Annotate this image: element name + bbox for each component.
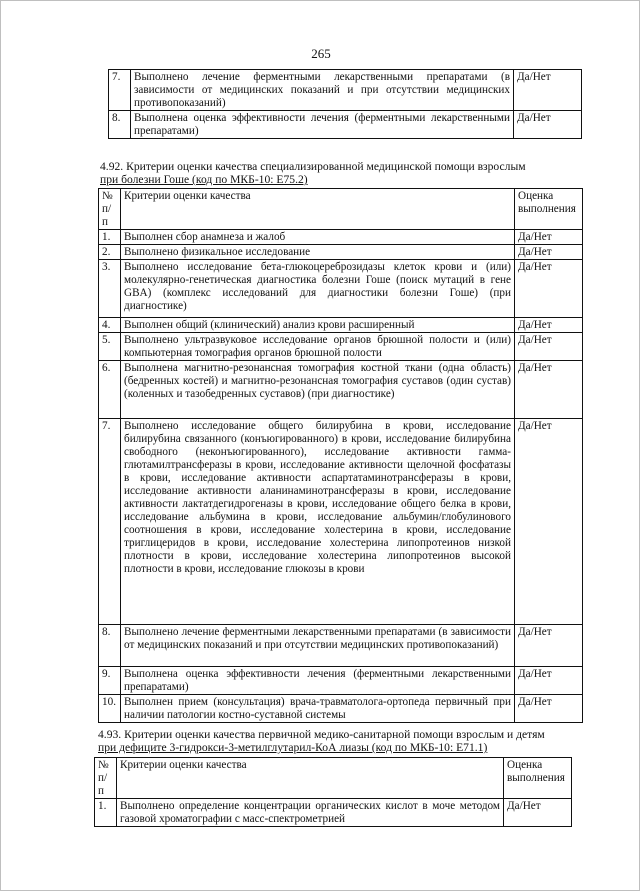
row-criterion: Выполнен прием (консультация) врача-травматолога-ортопеда первичный при наличии патологии костно-суставной системы [121, 695, 515, 723]
table-header-row [99, 189, 583, 230]
table-row [99, 230, 583, 245]
row-assessment: Да/Нет [515, 333, 583, 361]
table-row [99, 361, 583, 419]
section-title-4-93 [98, 728, 582, 754]
table-row [99, 245, 583, 260]
row-assessment: Да/Нет [515, 230, 583, 245]
row-number: 1. [99, 230, 121, 245]
row-assessment: Да/Нет [515, 695, 583, 723]
table-row [99, 667, 583, 695]
table-row [109, 111, 582, 139]
row-assessment: Да/Нет [515, 361, 583, 419]
header-assessment: Оценка выполнения [504, 758, 572, 799]
row-number: 2. [99, 245, 121, 260]
continued-criteria-table [108, 69, 582, 139]
row-criterion: Выполнено исследование бета-глюкоцереброзидазы клеток крови и (или) молекулярно-генетическая диагностика болезни Гоше (поиск мутаций в гене GBA) (комплекс исследований для диагностики болезни Гоше) (при диагностике) [121, 260, 515, 318]
table-row [109, 70, 582, 111]
table-row [99, 260, 583, 318]
section-title-4-92 [100, 160, 580, 186]
table-row [99, 695, 583, 723]
table-row [95, 799, 572, 827]
row-number: 5. [99, 333, 121, 361]
row-number: 7. [109, 70, 131, 111]
row-number: 9. [99, 667, 121, 695]
row-number: 8. [109, 111, 131, 139]
row-number: 6. [99, 361, 121, 419]
row-assessment: Да/Нет [515, 318, 583, 333]
section-title-line: 4.92. Критерии оценки качества специализированной медицинской помощи взрослым [100, 160, 526, 173]
table-row [99, 318, 583, 333]
header-assessment: Оценка выполнения [515, 189, 583, 230]
section-title-line: при болезни Гоше (код по МКБ-10: E75.2) [100, 173, 308, 186]
section-title-line: при дефиците 3-гидрокси-3-метилглутарил-КоА лиазы (код по МКБ-10: E71.1) [98, 741, 488, 754]
row-assessment: Да/Нет [515, 667, 583, 695]
header-criteria: Критерии оценки качества [121, 189, 515, 230]
row-criterion: Выполнено ультразвуковое исследование органов брюшной полости и (или) компьютерная томография органов брюшной полости [121, 333, 515, 361]
row-number: 3. [99, 260, 121, 318]
header-number: № п/п [95, 758, 117, 799]
row-criterion: Выполнена оценка эффективности лечения (ферментными лекарственными препаратами) [121, 667, 515, 695]
row-assessment: Да/Нет [515, 419, 583, 625]
row-number: 10. [99, 695, 121, 723]
table-header-row [95, 758, 572, 799]
table-row [99, 333, 583, 361]
table-row [99, 625, 583, 667]
row-assessment: Да/Нет [515, 625, 583, 667]
header-number: № п/п [99, 189, 121, 230]
header-criteria: Критерии оценки качества [117, 758, 504, 799]
criteria-table-4-92 [98, 188, 583, 723]
row-criterion: Выполнено определение концентрации органических кислот в моче методом газовой хроматографии с масс-спектрометрией [117, 799, 504, 827]
page-number: 265 [311, 46, 331, 61]
section-title-line: 4.93. Критерии оценки качества первичной медико-санитарной помощи взрослым и детям [98, 728, 545, 741]
row-number: 1. [95, 799, 117, 827]
row-assessment: Да/Нет [514, 111, 582, 139]
row-number: 7. [99, 419, 121, 625]
row-criterion: Выполнена оценка эффективности лечения (ферментными лекарственными препаратами) [131, 111, 514, 139]
row-criterion: Выполнено лечение ферментными лекарственными препаратами (в зависимости от медицинских показаний и при отсутствии медицинских противопоказаний) [131, 70, 514, 111]
row-criterion: Выполнен общий (клинический) анализ крови расширенный [121, 318, 515, 333]
row-assessment: Да/Нет [515, 245, 583, 260]
row-assessment: Да/Нет [515, 260, 583, 318]
row-criterion: Выполнено лечение ферментными лекарственными препаратами (в зависимости от медицинских показаний и при отсутствии медицинских противопоказаний) [121, 625, 515, 667]
row-criterion: Выполнено физикальное исследование [121, 245, 515, 260]
row-criterion: Выполнено исследование общего билирубина в крови, исследование билирубина связанного (конъюгированного) в крови, исследование билирубина свободного (неконъюгированного), исследование активности гамма-глютамилтрансферазы в крови, исследование активности щелочной фосфатазы в крови, исследование активности аспартатаминотрансферазы в крови, исследование активности аланинаминотрансферазы в крови, исследование активности лактатдегидрогеназы в крови, исследование общего белка в крови, исследование альбумина в крови, исследование альбумин/глобулинового соотношения в крови, исследование холестерина в крови, исследование триглицеридов в крови, исследование холестерина липопротеинов низкой плотности в крови, исследование холестерина липопротеинов высокой плотности в крови, исследование глюкозы в крови [121, 419, 515, 625]
row-criterion: Выполнена магнитно-резонансная томография костной ткани (одна область) (бедренных костей) и магнитно-резонансная томография суставов (один сустав) (коленных и тазобедренных суставов) (при диагностике) [121, 361, 515, 419]
row-assessment: Да/Нет [504, 799, 572, 827]
row-criterion: Выполнен сбор анамнеза и жалоб [121, 230, 515, 245]
row-number: 4. [99, 318, 121, 333]
row-number: 8. [99, 625, 121, 667]
table-row [99, 419, 583, 625]
criteria-table-4-93 [94, 757, 572, 827]
row-assessment: Да/Нет [514, 70, 582, 111]
